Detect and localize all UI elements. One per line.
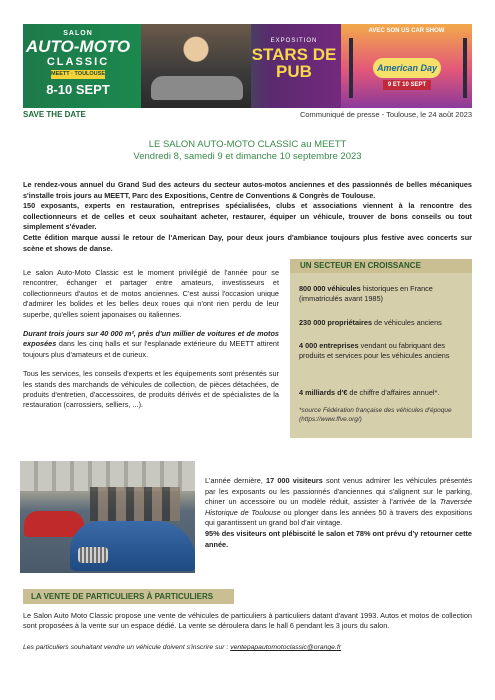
stat-value: 4 milliards d'€ [299,388,348,397]
banner-american-dates: 9 ET 10 SEPT [383,80,431,90]
classic-cars-photo [20,461,195,573]
car-grille [78,547,108,563]
sale-section-title: LA VENTE DE PARTICULIERS À PARTICULIERS [31,592,214,601]
press-release-date: Communiqué de presse - Toulouse, le 24 août 2023 [299,110,472,119]
intro-text: Cette édition marque aussi le retour de l'American Day, pour deux jours d'ambiance toujours plus festive avec concerts sur scène et shows de danse. [23,232,472,253]
event-name: Traversée Historique de Toulouse [205,497,472,517]
stats-source: *source Fédération française des véhicules d'époque (https://www.ffve.org/) [299,407,452,423]
email-link[interactable]: ventepapautomotoclassic@orange.fr [230,644,342,651]
stat-text: de véhicules anciens [372,318,442,327]
palm-icon [349,38,353,98]
banner-salon: SALON [63,30,93,37]
sale-text: Le Salon Auto Moto Classic propose une vente de véhicules de particuliers à particuliers datant d'avant 1993. Autos et motos de collection sont proposées à la vente sur un espace dédié. La vente se déroulera dans le hall 6 pendant les 3 jours du salon. [23,611,472,631]
highlight-text: 95% des visiteurs ont plébiscité le salon et 78% ont prévu d'y retourner cette année. [205,528,472,549]
stat-text: de chiffre d'affaires annuel*. [347,388,440,397]
banner-american-day: American Day [373,58,441,78]
left-column [23,268,279,420]
banner-car-image [151,76,243,100]
sale-section-header [23,589,234,604]
stat-item [299,318,465,328]
header-banner [23,24,472,108]
body-text: ou plonger dans les années 50 à travers des expositions qui garantissent un grand bol d'air vintage. [205,507,472,528]
banner-classic: CLASSIC [46,56,110,68]
banner-dates: 8-10 SEPT [46,82,110,97]
stat-item [299,341,465,361]
banner-meett: MEETT · TOULOUSE [51,71,105,77]
body-text: Tous les services, les conseils d'experts et les équipements sont présentés sur les stands des marchands de véhicules de collection, de pièces détachées, de produits d'entretien, d'accessoires, de produits dérivés et de spécialistes de la restauration (carrossiers, selliers, ...). [23,369,279,410]
intro-text: 150 exposants, experts en restauration, entreprises spécialisées, clubs et associations viennent à la rencontre des collectionneurs et de celles et ceux souhaitant acheter, restaurer, équiper un véhicule, trouver de bons conseils ou tout simplement s'évader. [23,201,472,232]
banner-stars-de-pub: STARS DE PUB [251,45,337,81]
stats-box-title: UN SECTEUR EN CROISSANCE [300,261,421,270]
body-text: L'année dernière, [205,476,267,485]
intro-text: Le rendez-vous annuel du Grand Sud des acteurs du secteur autos-motos anciennes et des passionnés de belles mécaniques s'installe trois jours au MEETT, Parc des Expositions, Centre de Conventions & Congrès de Toulouse. [23,180,472,200]
intro-paragraph [23,180,472,254]
stat-item [299,388,465,398]
blue-car [70,521,195,571]
stats-box-header [290,259,472,273]
stat-value: 800 000 véhicules [299,284,361,293]
banner-us-car-show: AVEC SON US CAR SHOW [368,28,445,34]
stat-text: historiques en France (immatriculés avant 1985) [299,284,433,303]
body-text: dans les cinq halls et sur l'esplanade extérieure du MEETT attirent toujours plus d'amateurs et de curieux. [23,339,279,359]
body-text: sont venus admirer les véhicules présentés par les exposants ou les passionnés d'anciennes qui s'alignent sur le parking, chiner un accessoire ou un modèle réduit, assister à l'arrivée de la [205,476,472,507]
sale-note-text: Les particuliers souhaitant vendre un véhicule doivent s'inscrire sur : [23,644,231,651]
stat-text: vendant ou fabriquant des produits et services pour les véhicules anciens [299,341,450,360]
body-text [205,529,472,550]
highlight-text: Durant trois jours sur 40 000 m², près d'un millier de voitures et de motos exposées [23,329,279,349]
right-column [205,476,472,550]
stat-value: 230 000 propriétaires [299,318,373,327]
body-text [23,329,279,360]
banner-auto-moto: AUTO-MOTO [25,37,131,56]
page-title: LE SALON AUTO-MOTO CLASSIC au MEETT [148,139,347,150]
banner-exposition: EXPOSITION [270,38,318,44]
sale-note [23,644,472,651]
stat-value: 4 000 entreprises [299,341,359,350]
page-subtitle: Vendredi 8, samedi 9 et dimanche 10 septembre 2023 [133,151,362,162]
palm-icon [463,38,467,98]
body-text [205,476,472,529]
save-the-date: SAVE THE DATE [23,110,86,119]
highlight-text: 17 000 visiteurs [266,476,323,485]
body-text: Le salon Auto-Moto Classic est le moment privilégié de l'année pour se rencontrer, échanger et partager entre amateurs, investisseurs et collectionneurs d'autos et de motos anciennes. C'est aussi l'occasion unique d'admirer les bolides et les belles deux roues qui n'ont rien perdu de leur superbe, qu'elles soient japonaises ou italiennes. [23,268,279,319]
visitors [90,487,180,521]
stat-item [299,284,465,304]
